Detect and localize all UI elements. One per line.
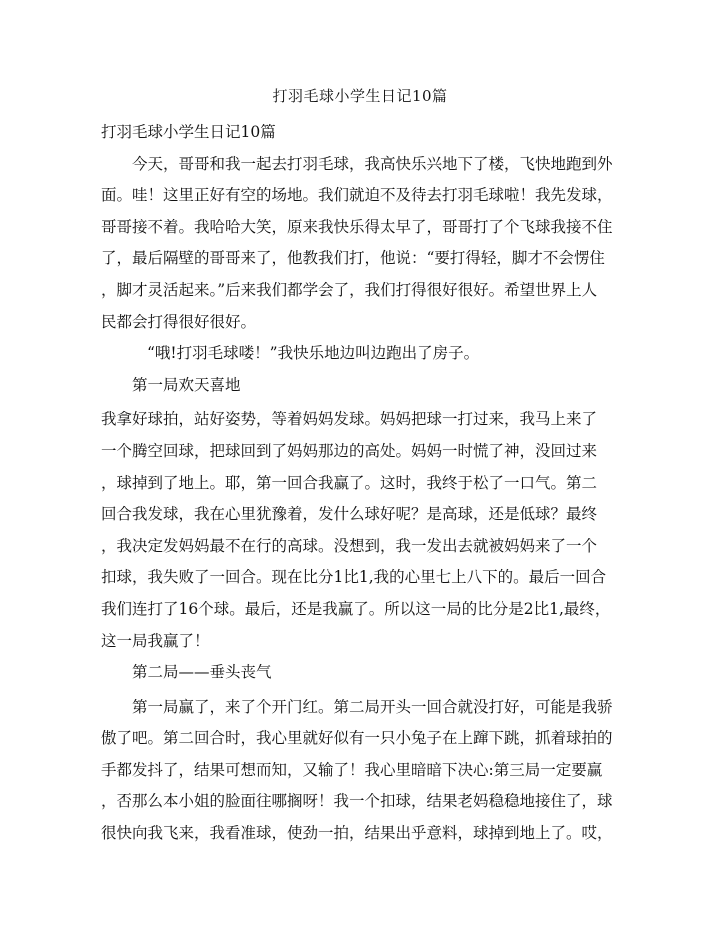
paragraph-line: 这一局我赢了！ [101,631,210,650]
paragraph-line: 今天，哥哥和我一起去打羽毛球，我高快乐兴地下了楼，飞快地跑到外 [132,154,613,173]
paragraph-line: 面。哇！这里正好有空的场地。我们就迫不及待去打羽毛球啦！我先发球， [101,186,613,205]
paragraph-4 [101,692,621,850]
paragraph-line: 扣球，我失败了一回合。现在比分1比1,我的心里七上八下的。最后一回合 [101,568,607,587]
paragraph-line: 傲了吧。第二回合时，我心里就好似有一只小兔子在上蹿下跳，抓着球拍的 [101,729,613,748]
paragraph-1 [101,149,621,339]
paragraph-line: 回合我发球，我在心里犹豫着，发什么球好呢？是高球，还是低球？最终 [101,505,598,524]
section-heading-round-2: 第二局——垂头丧气 [132,663,272,682]
paragraph-line: ，球掉到了地上。耶，第一回合我赢了。这时，我终于松了一口气。第二 [101,473,598,492]
document-body [101,117,621,850]
paragraph-line: 民都会打得很好很好。 [101,312,257,331]
document-subtitle: 打羽毛球小学生日记10篇 [101,123,276,141]
paragraph-line: 哥哥接不着。我哈哈大笑，原来我快乐得太早了，哥哥打了个飞球我接不住 [101,217,613,236]
paragraph-line: 手都发抖了，结果可想而知，又输了！我心里暗暗下决心:第三局一定要赢 [101,760,603,779]
paragraph-line: 很快向我飞来，我看准球，使劲一拍，结果出乎意料，球掉到地上了。哎， [101,824,613,843]
paragraph-line: 了，最后隔壁的哥哥来了，他教我们打，他说：“要打得轻，脚才不会愣住 [101,249,605,268]
paragraph-line: 第一局赢了，来了个开门红。第二局开头一回合就没打好，可能是我骄 [132,697,613,716]
paragraph-3 [101,404,621,657]
paragraph-line: ，否那么本小姐的脸面往哪搁呀！我一个扣球，结果老妈稳稳地接住了，球 [101,792,613,811]
section-heading-round-1: 第一局欢天喜地 [132,375,241,394]
paragraph-2: “哦!打羽毛球喽！”我快乐地边叫边跑出了房子。 [147,344,480,363]
document-title: 打羽毛球小学生日记10篇 [272,87,448,105]
paragraph-line: ，脚才灵活起来。”后来我们都学会了，我们打得很好很好。希望世界上人 [101,280,598,299]
paragraph-line: 一个腾空回球，把球回到了妈妈那边的高处。妈妈一时慌了神，没回过来 [101,441,598,460]
paragraph-line: 我们连打了16个球。最后，还是我赢了。所以这一局的比分是2比1,最终， [101,599,611,618]
paragraph-line: 我拿好球拍，站好姿势，等着妈妈发球。妈妈把球一打过来，我马上来了 [101,410,598,429]
paragraph-line: ，我决定发妈妈最不在行的高球。没想到，我一发出去就被妈妈来了一个 [101,536,598,555]
